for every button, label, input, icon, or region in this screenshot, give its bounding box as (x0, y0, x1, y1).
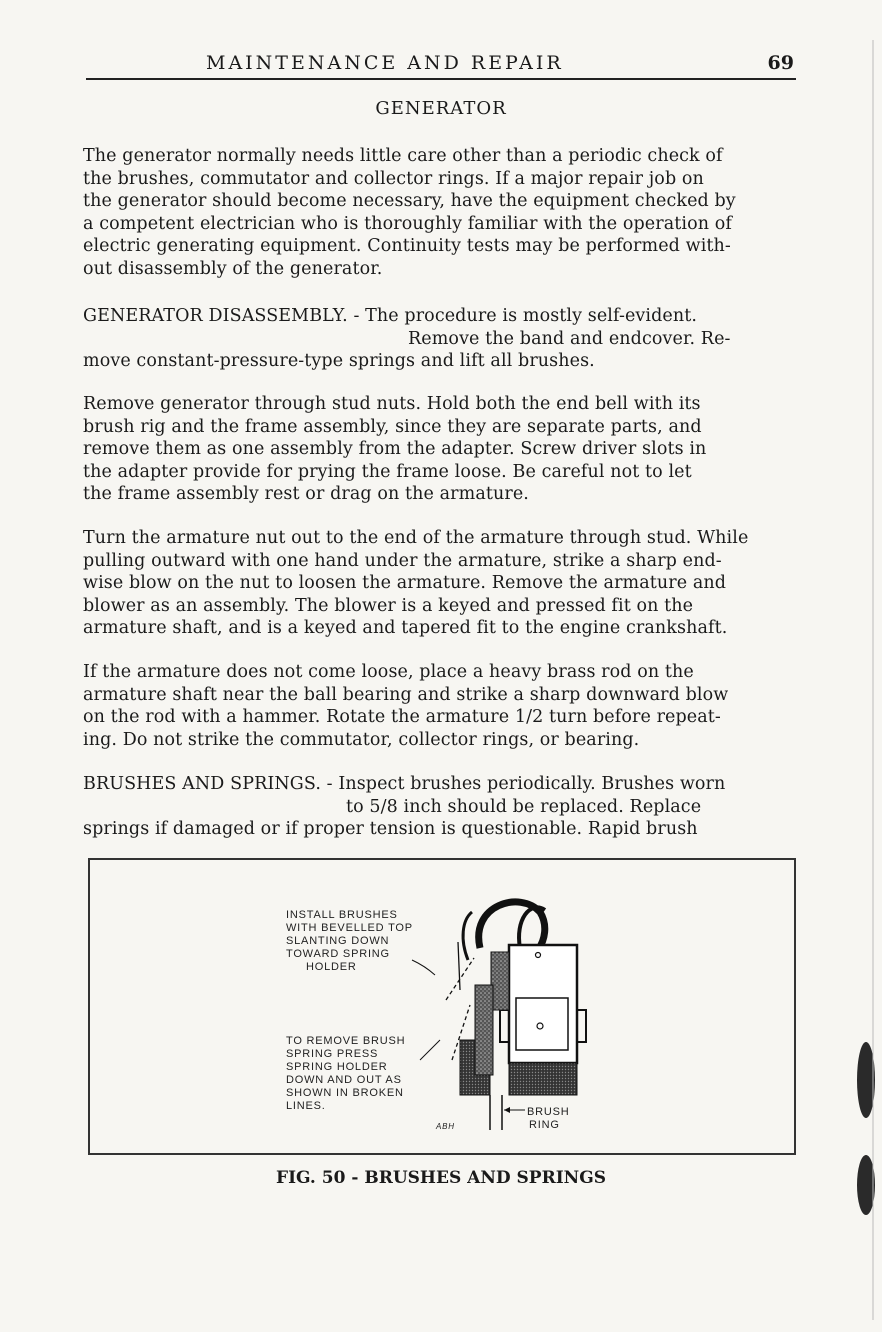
section-title: GENERATOR (375, 98, 507, 119)
text-line: the adapter provide for prying the frame loose. Be careful not to let (83, 461, 692, 482)
running-title: MAINTENANCE AND REPAIR (206, 52, 564, 74)
label-remove-brush: TO REMOVE BRUSH SPRING PRESS SPRING HOLDER DOWN AND OUT AS SHOWN IN BROKEN LINES. (286, 1035, 406, 1112)
text-line: remove them as one assembly from the adapter. Screw driver slots in (83, 439, 707, 460)
text-line: BRUSHES AND SPRINGS. - Inspect brushes periodically. Brushes worn (83, 774, 726, 794)
artist-mark: ABH (436, 1122, 455, 1131)
arrowhead-icon (504, 1107, 510, 1113)
text-line: Remove generator through stud nuts. Hold both the end bell with its (83, 394, 701, 414)
spring-arm (458, 942, 460, 990)
text-line: springs if damaged or if proper tension is questionable. Rapid brush (83, 819, 698, 840)
text-line: pulling outward with one hand under the armature, strike a sharp end- (83, 550, 722, 571)
text-line: the frame assembly rest or drag on the armature. (83, 484, 529, 505)
text-line: a competent electrician who is thoroughly familiar with the operation of (83, 213, 732, 234)
text-line: armature shaft, and is a keyed and tapered fit to the engine crankshaft. (83, 618, 728, 639)
text-line: the generator should become necessary, have the equipment checked by (83, 191, 736, 212)
text-line: armature shaft near the ball bearing and strike a sharp downward blow (83, 684, 729, 705)
text-line: on the rod with a hammer. Rotate the armature 1/2 turn before repeat- (83, 707, 721, 728)
text-line: to 5/8 inch should be replaced. Replace (346, 796, 702, 817)
scan-blot (857, 1042, 875, 1118)
label-brush-ring: BRUSH RING (527, 1106, 570, 1131)
figure-caption: FIG. 50 - BRUSHES AND SPRINGS (276, 1168, 606, 1188)
text-line: Remove the band and endcover. Re- (408, 328, 731, 349)
collector-segment (509, 1063, 577, 1095)
text-line: the brushes, commutator and collector rings. If a major repair job on (83, 168, 704, 189)
leader-line (420, 1040, 440, 1060)
text-line: GENERATOR DISASSEMBLY. - The procedure is mostly self-evident. (83, 306, 698, 326)
text-line: move constant-pressure-type springs and lift all brushes. (83, 351, 595, 372)
leader-line (412, 960, 435, 975)
text-line: If the armature does not come loose, place a heavy brass rod on the (83, 662, 694, 682)
text-line: electric generating equipment. Continuity tests may be performed with- (83, 236, 731, 257)
page-number: 69 (767, 52, 794, 74)
text-line: wise blow on the nut to loosen the armature. Remove the armature and (83, 573, 727, 594)
text-line: Turn the armature nut out to the end of the armature through stud. While (83, 528, 749, 548)
text-line: blower as an assembly. The blower is a keyed and pressed fit on the (83, 595, 694, 616)
text-line: brush rig and the frame assembly, since they are separate parts, and (83, 416, 702, 437)
brush-block (491, 952, 509, 1010)
text-line: out disassembly of the generator. (83, 258, 383, 279)
spring-holder (509, 945, 577, 1063)
text-line: The generator normally needs little care other than a periodic check of (83, 146, 723, 166)
lead-wire-strand (463, 912, 472, 960)
label-install-brushes: INSTALL BRUSHES WITH BEVELLED TOP SLANTING DOWN TOWARD SPRING HOLDER (286, 909, 413, 973)
text-line: ing. Do not strike the commutator, collector rings, or bearing. (83, 729, 640, 750)
holder-bracket (500, 1010, 509, 1042)
holder-bracket (577, 1010, 586, 1042)
brush-block (475, 985, 493, 1075)
